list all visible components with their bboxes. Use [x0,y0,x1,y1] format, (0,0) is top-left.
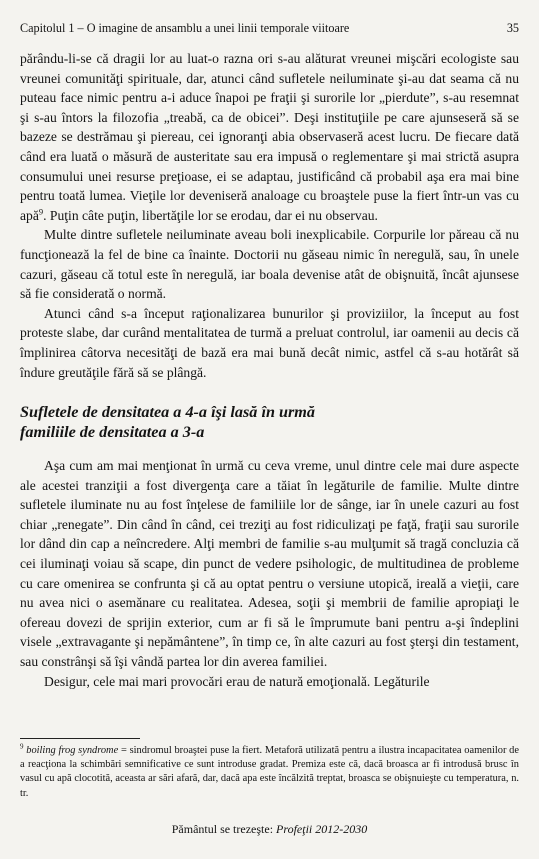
chapter-title: Capitolul 1 – O imagine de ansamblu a unei linii temporale viitoare [20,21,350,35]
section-heading [20,402,519,442]
section-heading-line-2: familiile de densitatea a 3-a [20,423,205,442]
main-text [20,49,519,691]
footnote-term: boiling frog syndrome [26,745,119,756]
page-number: 35 [506,21,519,35]
paragraph-2: Multe dintre sufletele neiluminate aveau boli inexplicabile. Corpurile lor păreau că nu funcţionează la fel de bine ca înainte. Doctorii nu găseau nimic în neregulă, sau, în unele cazuri, găseau că totul este în neregulă, iar boala devenise atât de obişnuită, încât ajunsese să fie considerată o normă. [20,227,519,302]
footer-book-subtitle: Profeţii 2012-2030 [276,822,368,836]
paragraph-4: Aşa cum am mai menţionat în urmă cu ceva vreme, unul dintre cele mai dure aspecte ale acestei tranziţii a fost divergenţa care a tăiat în legăturile de familie. Multe dintre sufletele iluminate nu au fost înţelese de familiile lor de sânge, iar în unele cazuri au fost chiar „renegate”. Din când în când, cei treziţi au fost ridiculizaţi pe faţă, fraţii sau surorile lor dând din cap a neîncredere. Alţi membri de familie s-au mulţumit să tragă concluzia că cei iluminaţi voiau să scape, din punct de vedere psihologic, de multitudinea de probleme cu care omenirea se confrunta şi că au optat pentru o versiune utopică, ireală a vieţii, care nu avea nici o asemănare cu realitatea. Adesea, soţii şi membrii de familie apropiaţi le ofereau dovezi de sprijin exterior, cum ar fi să le împrumute bani pentru a-şi îndeplini visele „extravagante şi nepământene”, în timp ce, în alte cazuri au fost şterşi din testament, sau constrânşi să îşi vândă partea lor din averea familiei. [20,458,519,670]
paragraph-5: Desigur, cele mai mari provocări erau de natură emoţională. Legăturile [44,673,430,689]
footnote-text: = sindromul broaştei puse la fiert. Metaforă utilizată pentru a ilustra incapacitatea oamenilor de a reacţiona la schimbări semnificative ce sunt introduse gradat. Premiza este că, dacă broasca ar fi introdusă brusc în vasul cu apă clocotită, aceasta ar sări afară, dar, dacă apa este încălzită treptat, broasca se obişnuieşte cu temperatura, n. tr. [20,745,519,799]
running-header [20,21,519,35]
footnote-divider [20,738,140,739]
paragraph-1-text-a: părându-li-se că dragii lor au luat-o razna ori s-au alăturat vreunei mişcări ecologiste sau vreunei comunităţi spirituale, dar, atunci când sufletele neiluminate şi-au dat seama că nu puteau face nimic pentru a-i aduce înapoi pe fraţii şi surorile lor „pierdute”, s-au resemnat şi s-au întors la filozofia „treabă, ca de obicei”. Deşi instituţiile pe care ajunseseră să se bazeze se destrămau şi piereau, cei ignoranţi abia observaseră acest lucru. De fiecare dată când era luată o măsură de austeritate sau era impusă o reglementare şi mai strictă asupra consumului unei resurse preţioase, ei se adaptau, justificând că probabil aşa era mai bine pentru toată lumea. Vieţile lor deveniseră analoage cu broaştele puse la fiert într-un vas cu apă [20,51,519,223]
paragraph-3: Atunci când s-a început raţionalizarea bunurilor şi proviziilor, la început au fost proteste slabe, dar curând mentalitatea de turmă a preluat controlul, iar oamenii au decis că împlinirea câtorva necesităţi de bază era mai bună decât nimic, astfel că s-au hotărât să îndure greutăţile fără să se plângă. [20,305,519,380]
running-footer [0,822,539,836]
footnote [20,744,519,801]
paragraph-1-text-b: . Puţin câte puţin, libertăţile lor se erodau, dar ei nu observau. [43,207,378,223]
section-heading-line-1: Sufletele de densitatea a 4-a îşi lasă în urmă [20,403,315,422]
footnote-mark: 9 [20,742,24,751]
paragraph-1 [20,49,519,225]
footnote-reference: 9 [38,206,44,217]
footer-book-title: Pământul se trezeşte: [171,822,277,836]
